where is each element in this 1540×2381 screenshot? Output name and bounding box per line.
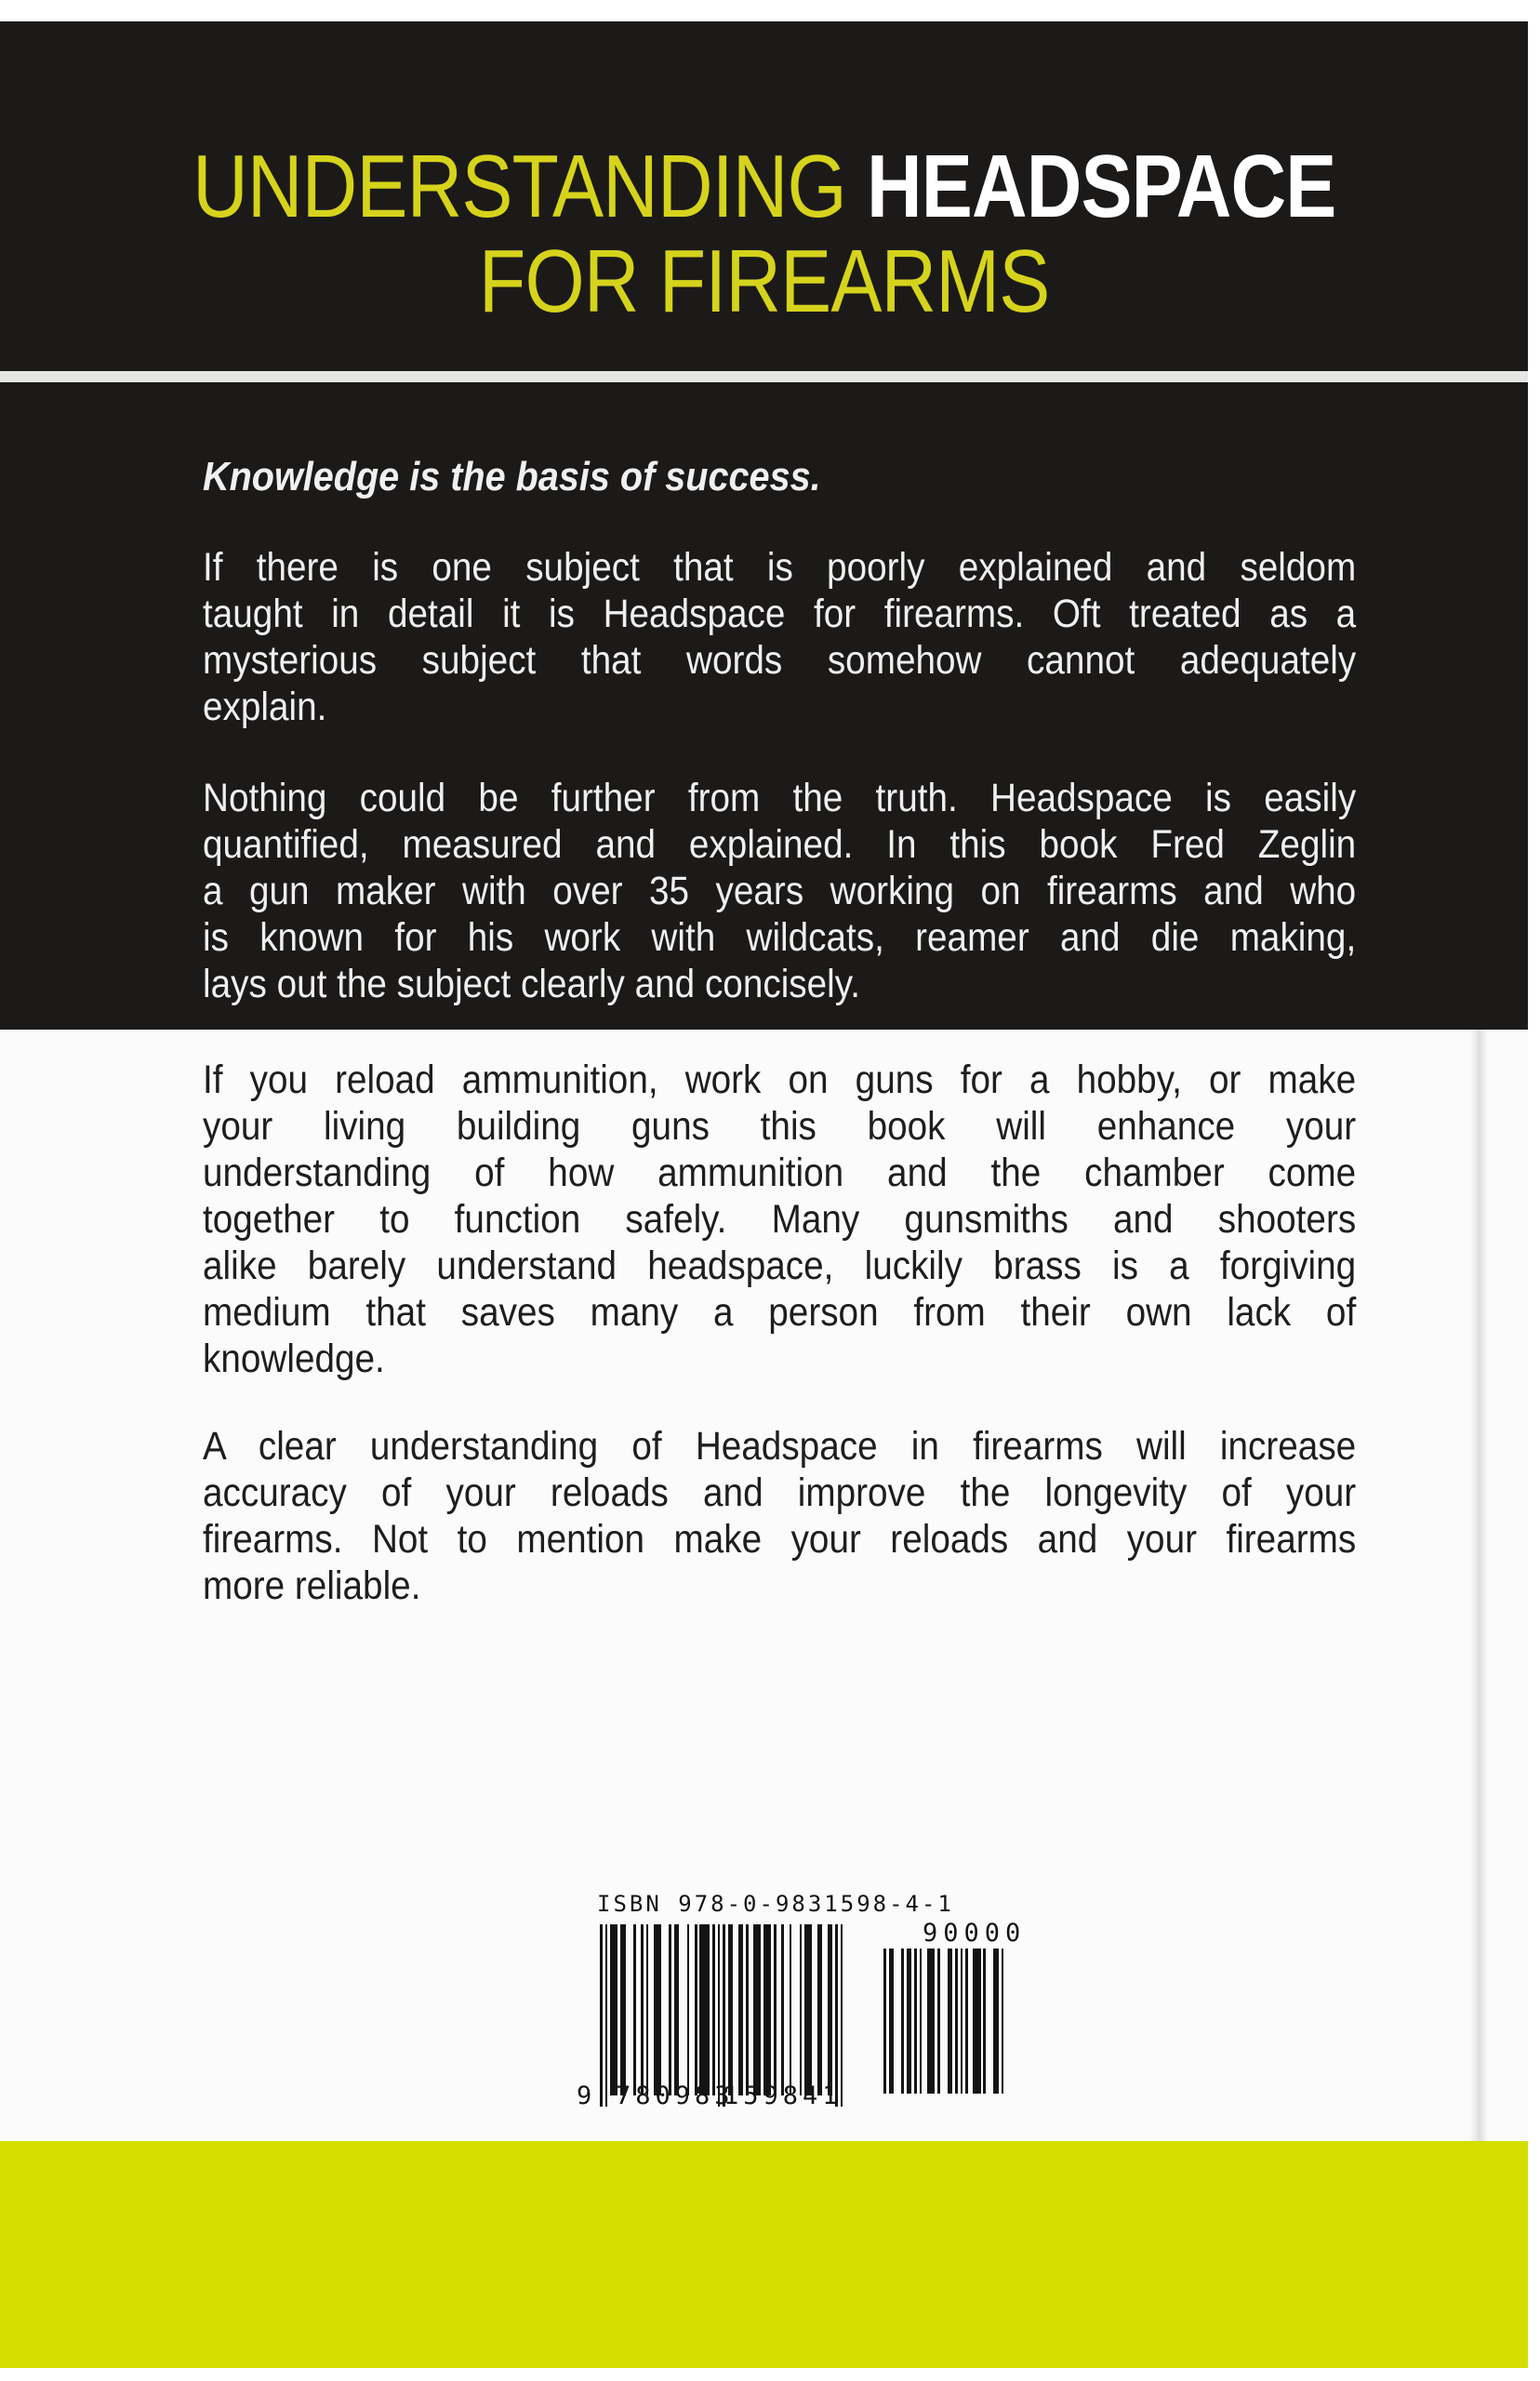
paragraph-line: If there is one subject that is poorly explained and seldom (203, 545, 1357, 590)
paragraph-3 (203, 1057, 1356, 1382)
title-line-1 (0, 137, 1528, 236)
paragraph-4 (203, 1423, 1356, 1609)
book-back-cover (0, 21, 1528, 2368)
divider-stripe (0, 371, 1528, 382)
isbn-barcode (577, 1891, 1027, 2123)
paragraph-line: accuracy of your reloads and improve the longevity of your (203, 1470, 1357, 1515)
paragraph-line: knowledge. (203, 1337, 385, 1381)
paragraph-line: understanding of how ammunition and the chamber come (203, 1151, 1357, 1195)
paragraph-line: lays out the subject clearly and concisely. (203, 962, 861, 1006)
ean-first-digit: 9 (577, 2082, 592, 2110)
paragraph-line: is known for his work with wildcats, reamer and die making, (203, 915, 1357, 960)
paragraph-line: more reliable. (203, 1563, 421, 1608)
paragraph-line: firearms. Not to mention make your reloads and your firearms (203, 1517, 1357, 1562)
paragraph-line: alike barely understand headspace, luckily brass is a forgiving (203, 1244, 1357, 1288)
paragraph-line: A clear understanding of Headspace in firearms will increase (203, 1424, 1357, 1469)
price-addon-digits: 90000 (923, 1919, 1027, 1948)
ean-left-group: 780983 (616, 2082, 735, 2110)
tagline: Knowledge is the basis of success. (203, 454, 821, 499)
paragraph-line: taught in detail it is Headspace for firearms. Oft treated as a (203, 592, 1357, 636)
ean-right-group: 159841 (724, 2082, 843, 2110)
paragraph-line: medium that saves many a person from their own lack of (203, 1290, 1357, 1335)
paragraph-line: quantified, measured and explained. In this book Fred Zeglin (203, 822, 1357, 867)
addon-bars (883, 1949, 1003, 2101)
paragraph-1 (203, 544, 1356, 730)
paragraph-line: your living building guns this book will enhance your (203, 1104, 1357, 1149)
paragraph-line: a gun maker with over 35 years working on firearms and who (203, 869, 1357, 913)
title-understanding: UNDERSTANDING (192, 137, 846, 236)
paragraph-line: together to function safely. Many gunsmiths and shooters (203, 1197, 1357, 1242)
ean13-bars (600, 1924, 843, 2101)
paragraph-line: explain. (203, 685, 327, 729)
title-headspace: HEADSPACE (866, 137, 1336, 236)
paragraph-line: If you reload ammunition, work on guns for a hobby, or make (203, 1057, 1357, 1102)
title-for-firearms: FOR FIREARMS (478, 232, 1050, 331)
title-line-2 (0, 232, 1528, 331)
green-footer-band (0, 2141, 1528, 2368)
paragraph-line: Nothing could be further from the truth. Headspace is easily (203, 776, 1357, 820)
paragraph-2 (203, 775, 1356, 1007)
paragraph-line: mysterious subject that words somehow cannot adequately (203, 638, 1357, 683)
isbn-label: ISBN 978-0-9831598-4-1 (597, 1891, 954, 1917)
